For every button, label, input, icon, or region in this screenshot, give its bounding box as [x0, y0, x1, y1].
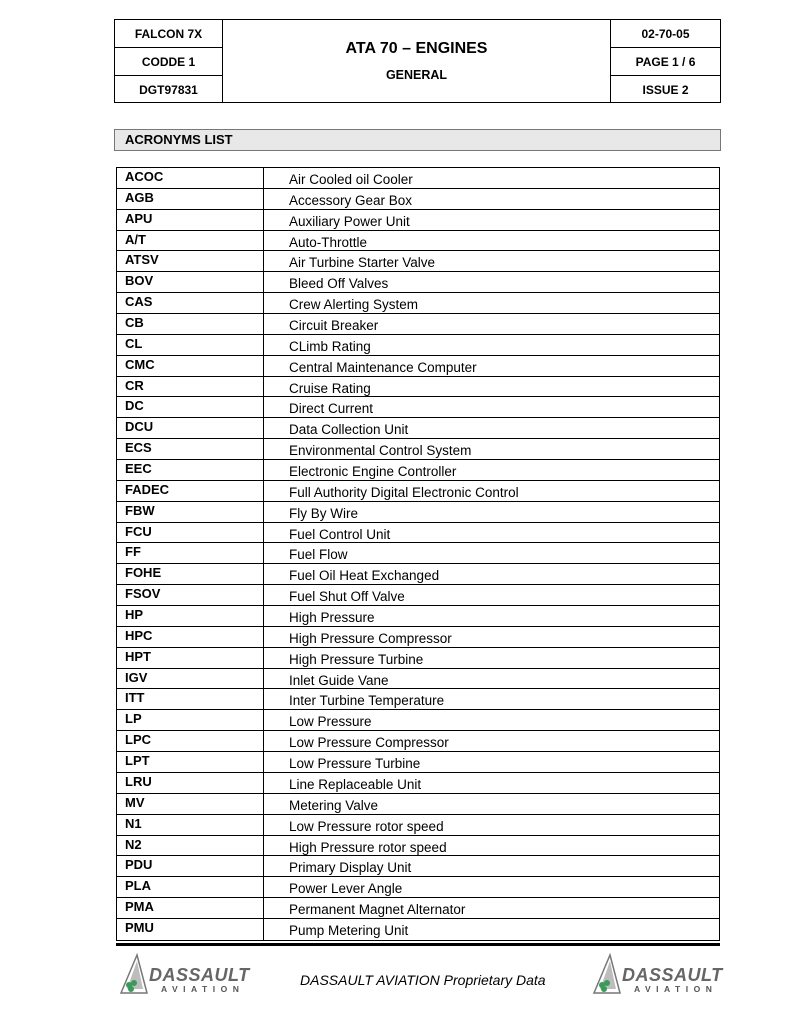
- acronym-cell: FADEC: [117, 481, 264, 501]
- acronym-cell: APU: [117, 210, 264, 230]
- table-row: [117, 231, 719, 252]
- acronym-cell: FBW: [117, 502, 264, 522]
- table-row: [117, 606, 719, 627]
- acronym-cell: N2: [117, 836, 264, 856]
- definition-cell: Fuel Control Unit: [289, 526, 391, 542]
- definition-cell: Central Maintenance Computer: [289, 359, 477, 375]
- dassault-emblem-icon: [590, 953, 624, 995]
- table-row: [117, 919, 719, 940]
- definition-cell: High Pressure Compressor: [289, 630, 452, 646]
- acronym-cell: PLA: [117, 877, 264, 897]
- definition-cell: Fuel Flow: [289, 547, 348, 563]
- table-row: [117, 731, 719, 752]
- logo-wordmark: DASSAULT: [149, 965, 250, 985]
- page-number: PAGE 1 / 6: [611, 48, 720, 76]
- definition-cell: Power Lever Angle: [289, 881, 403, 897]
- table-row: [117, 627, 719, 648]
- table-row: [117, 856, 719, 877]
- table-row: [117, 314, 719, 335]
- acronym-cell: AGB: [117, 189, 264, 209]
- table-row: [117, 898, 719, 919]
- definition-cell: Pump Metering Unit: [289, 922, 409, 938]
- table-row: [117, 815, 719, 836]
- definition-cell: Crew Alerting System: [289, 297, 419, 313]
- acronym-cell: HPT: [117, 648, 264, 668]
- table-row: [117, 335, 719, 356]
- table-row: [117, 543, 719, 564]
- logo-subtitle: AVIATION: [161, 984, 245, 994]
- acronym-cell: CMC: [117, 356, 264, 376]
- definition-cell: High Pressure: [289, 610, 375, 626]
- definition-cell: Low Pressure Compressor: [289, 735, 449, 751]
- definition-cell: Direct Current: [289, 401, 374, 417]
- page-title: ATA 70 – ENGINES: [345, 40, 488, 57]
- aircraft-label: FALCON 7X: [115, 20, 222, 48]
- table-row: [117, 669, 719, 690]
- acronym-cell: FOHE: [117, 564, 264, 584]
- codde-label: CODDE 1: [115, 48, 222, 76]
- document-id: DGT97831: [139, 83, 198, 97]
- acronym-cell: PMA: [117, 898, 264, 918]
- table-row: [117, 439, 719, 460]
- acronym-cell: ATSV: [117, 251, 264, 271]
- definition-cell: Fuel Oil Heat Exchanged: [289, 568, 440, 584]
- acronym-cell: PDU: [117, 856, 264, 876]
- table-row: [117, 564, 719, 585]
- acronym-cell: FCU: [117, 523, 264, 543]
- acronym-cell: PMU: [117, 919, 264, 940]
- definition-cell: Accessory Gear Box: [289, 192, 413, 208]
- footer-divider: [116, 943, 720, 946]
- definition-cell: Full Authority Digital Electronic Control: [289, 484, 519, 500]
- definition-cell: Circuit Breaker: [289, 318, 379, 334]
- acronym-cell: IGV: [117, 669, 264, 689]
- acronym-cell: FSOV: [117, 585, 264, 605]
- table-row: [117, 710, 719, 731]
- acronym-cell: EEC: [117, 460, 264, 480]
- acronym-cell: LPT: [117, 752, 264, 772]
- definition-cell: Line Replaceable Unit: [289, 776, 422, 792]
- acronym-cell: HP: [117, 606, 264, 626]
- table-row: [117, 356, 719, 377]
- definition-cell: High Pressure rotor speed: [289, 839, 447, 855]
- definition-cell: Fuel Shut Off Valve: [289, 589, 405, 605]
- definition-cell: Air Cooled oil Cooler: [289, 172, 413, 187]
- logo-subtitle: AVIATION: [634, 984, 718, 994]
- acronym-cell: DCU: [117, 418, 264, 438]
- definition-cell: Electronic Engine Controller: [289, 464, 457, 480]
- definition-cell: Auxiliary Power Unit: [289, 213, 410, 229]
- table-row: [117, 418, 719, 439]
- table-row: [117, 251, 719, 272]
- acronym-cell: N1: [117, 815, 264, 835]
- definition-cell: Environmental Control System: [289, 443, 472, 459]
- acronym-cell: CR: [117, 377, 264, 397]
- definition-cell: Metering Valve: [289, 797, 379, 813]
- acronym-cell: CAS: [117, 293, 264, 313]
- definition-cell: Fly By Wire: [289, 505, 358, 521]
- table-row: [117, 377, 719, 398]
- section-title: ACRONYMS LIST: [114, 129, 721, 151]
- definition-cell: Data Collection Unit: [289, 422, 409, 438]
- table-row: [117, 460, 719, 481]
- dassault-emblem-icon: [117, 953, 151, 995]
- acronym-cell: A/T: [117, 231, 264, 251]
- acronym-cell: ACOC: [117, 168, 264, 188]
- definition-cell: Low Pressure rotor speed: [289, 818, 444, 834]
- acronym-cell: ITT: [117, 689, 264, 709]
- definition-cell: Low Pressure: [289, 714, 372, 730]
- table-row: [117, 689, 719, 710]
- acronym-cell: DC: [117, 397, 264, 417]
- acronym-cell: BOV: [117, 272, 264, 292]
- definition-cell: Cruise Rating: [289, 380, 371, 396]
- proprietary-notice: DASSAULT AVIATION Proprietary Data: [300, 972, 546, 988]
- definition-cell: Low Pressure Turbine: [289, 756, 421, 772]
- table-row: [117, 397, 719, 418]
- table-row: [117, 502, 719, 523]
- document-header: [114, 19, 721, 103]
- issue-number: ISSUE 2: [642, 83, 689, 97]
- definition-cell: Inter Turbine Temperature: [289, 693, 445, 709]
- table-row: [117, 210, 719, 231]
- acronym-cell: LP: [117, 710, 264, 730]
- page-subtitle: GENERAL: [385, 68, 448, 82]
- definition-cell: Bleed Off Valves: [289, 276, 389, 292]
- definition-cell: High Pressure Turbine: [289, 651, 424, 667]
- table-row: [117, 836, 719, 857]
- definition-cell: Primary Display Unit: [289, 860, 412, 876]
- acronym-cell: ECS: [117, 439, 264, 459]
- table-row: [117, 293, 719, 314]
- acronym-cell: CB: [117, 314, 264, 334]
- table-row: [117, 648, 719, 669]
- chapter-number: 02-70-05: [611, 20, 720, 48]
- table-row: [117, 189, 719, 210]
- table-row: [117, 794, 719, 815]
- logo-wordmark: DASSAULT: [622, 965, 723, 985]
- acronym-cell: LPC: [117, 731, 264, 751]
- definition-cell: CLimb Rating: [289, 338, 371, 354]
- dassault-logo-right: [588, 953, 723, 997]
- acronym-cell: FF: [117, 543, 264, 563]
- table-row: [117, 585, 719, 606]
- definition-cell: Permanent Magnet Alternator: [289, 902, 466, 918]
- header-left-column: [115, 20, 223, 102]
- table-row: [117, 168, 719, 189]
- table-row: [117, 877, 719, 898]
- acronyms-table: [116, 167, 720, 941]
- header-center: [223, 20, 610, 102]
- dassault-logo-left: [115, 953, 250, 997]
- table-row: [117, 773, 719, 794]
- definition-cell: Inlet Guide Vane: [289, 672, 389, 688]
- table-row: [117, 481, 719, 502]
- table-row: [117, 752, 719, 773]
- acronym-cell: CL: [117, 335, 264, 355]
- acronym-cell: LRU: [117, 773, 264, 793]
- header-right-column: [610, 20, 720, 102]
- acronym-cell: MV: [117, 794, 264, 814]
- table-row: [117, 523, 719, 544]
- definition-cell: Air Turbine Starter Valve: [289, 255, 436, 271]
- acronym-cell: HPC: [117, 627, 264, 647]
- table-row: [117, 272, 719, 293]
- definition-cell: Auto-Throttle: [289, 234, 368, 250]
